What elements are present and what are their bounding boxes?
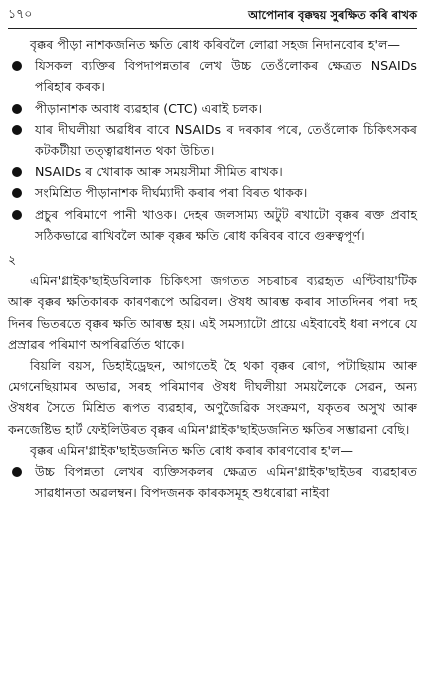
list-item — [8, 461, 417, 503]
list-item — [8, 182, 417, 203]
list-item — [8, 204, 417, 246]
bullet-icon — [12, 104, 22, 114]
section-number: ২ — [8, 252, 17, 268]
running-title: আপোনাৰ বৃক্কদ্বয় সুৰক্ষিত কৰি ৰাখক — [248, 8, 417, 22]
list-item-text: NSAIDs ৰ খোৰাক আৰু সময়সীমা সীমিত ৰাখক। — [35, 164, 283, 180]
intro-paragraph: বৃক্কৰ পীড়া নাশকজনিত ক্ষতি ৰোধ কৰিবলৈ লোৱা সহজ নিদানবোৰ হ'ল— — [30, 37, 400, 52]
list-item-text: প্ৰচুৰ পৰিমাণে পানী খাওক। দেহৰ জলসাম্য অটুট ৰখাটো বৃক্কৰ ৰক্ত প্ৰবাহ সঠিকভাৱে ৰাখিবলৈ আৰু বৃক্কৰ ক্ষতি ৰোধ কৰিবৰ বাবে গুৰুত্বপূৰ্ণ। — [35, 206, 417, 243]
bullet-icon — [12, 188, 22, 198]
page-content — [8, 34, 417, 503]
prevention-list-2 — [8, 461, 417, 503]
list-item — [8, 119, 417, 161]
bullet-icon — [12, 210, 22, 220]
paragraph-risk-factors: বিয়লি বয়স, ডিহাইড্ৰেছন, আগতেই হৈ থকা বৃক্কৰ ৰোগ, পটাছিয়াম আৰু মেগনেছিয়ামৰ অভাৱ, সৰহ পৰিমাণৰ ঔষধ দীঘলীয়া সময়লৈকে সেৱন, অন্য ঔষধৰ সৈতে মিশ্ৰিত ৰূপত ব্যৱহাৰ, অণুজৈৱিক সংক্ৰমণ, যকৃতৰ অসুখ আৰু কনজেষ্টিভ হাৰ্ট ফেইলিউৰত বৃক্কৰ এমিন'গ্লাইক'ছাইডজনিত ক্ষতিৰ সম্ভাৱনা বেছি। — [8, 358, 417, 437]
list-item-text: উচ্চ বিপন্নতা লেখৰ ব্যক্তিসকলৰ ক্ষেত্ৰত এমিন'গ্লাইক'ছাইডৰ ব্যৱহাৰত সাৱধানতা অৱলম্বন। বিপদজনক কাৰকসমূহ শুধৰোৱা নাইবা — [35, 464, 417, 501]
bullet-icon — [12, 125, 22, 135]
list-item-text: যাৰ দীঘলীয়া অৱধিৰ বাবে NSAIDs ৰ দৰকাৰ পৰে, তেওঁলোক চিকিৎসকৰ কটকটীয়া তত্ত্বাৱধানত থকা উচিত। — [35, 121, 417, 159]
list-item — [8, 55, 417, 97]
bullet-icon — [12, 167, 22, 177]
paragraph-aminoglycoside-intro: এমিন'গ্লাইক'ছাইডবিলাক চিকিৎসা জগতত সচৰাচৰ ব্যৱহৃত এণ্টিবায়'টিক আৰু বৃক্কৰ ক্ষতিকাৰক কাৰণৰূপে অৱিবল। ঔষধ আৰম্ভ কৰাৰ সাতদিনৰ পৰা দহ দিনৰ ভিতৰতে বৃক্কৰ ক্ষতি আৰম্ভ হয়। এই সমস্যাটো প্ৰায়ে এইবাবেই ধৰা নপৰে যে প্ৰস্ৰাৱৰ পৰিমাণ অপৰিৱৰ্তিত থাকে। — [8, 273, 417, 352]
prevention-list-1 — [8, 55, 417, 246]
page-number: ১৭০ — [8, 6, 33, 21]
bullet-icon — [12, 61, 22, 71]
list-item-text: পীড়ানাশক অবাধ ব্যৱহাৰ (CTC) এৰাই চলক। — [35, 100, 262, 116]
list-item-text: যিসকল ব্যক্তিৰ বিপদাপন্নতাৰ লেখ উচ্চ তেওঁলোকৰ ক্ষেত্ৰত NSAIDs পৰিহাৰ কৰক। — [35, 58, 417, 95]
list-item — [8, 98, 417, 119]
list-item-text: সংমিশ্ৰিত পীড়ানাশক দীৰ্ঘম্যাদী কৰাৰ পৰা বিৰত থাকক। — [35, 185, 308, 201]
list-item — [8, 161, 417, 182]
paragraph-prevention-lead: বৃক্কৰ এমিন'গ্লাইক'ছাইডজনিত ক্ষতি ৰোধ কৰাৰ কাৰণবোৰ হ'ল— — [30, 442, 353, 458]
page-header — [8, 0, 417, 29]
bullet-icon — [12, 467, 22, 477]
